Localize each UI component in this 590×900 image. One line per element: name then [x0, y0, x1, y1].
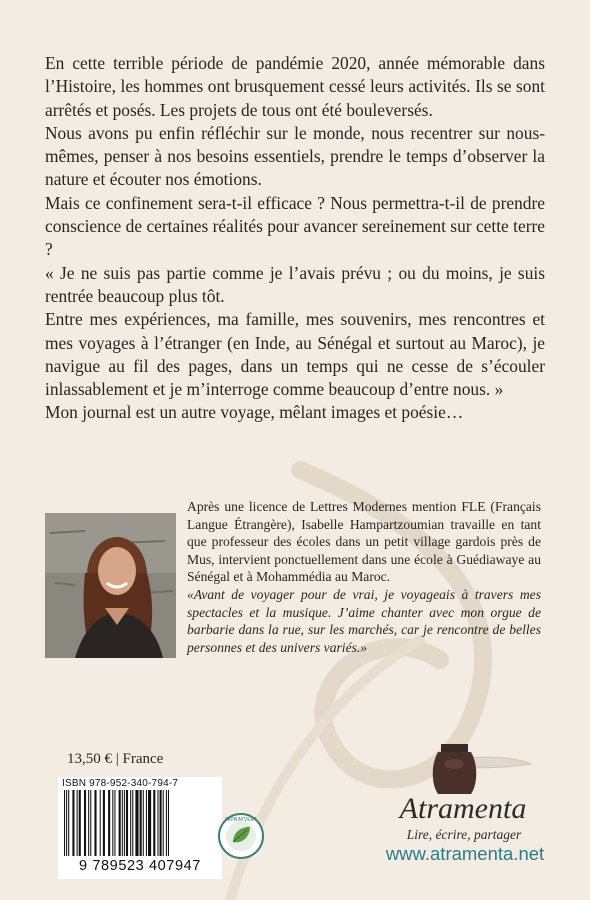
isbn-label: ISBN 978-952-340-794-7 — [62, 778, 179, 789]
barcode-bar — [68, 790, 69, 856]
barcode-bar — [163, 790, 164, 856]
author-bio-text: Après une licence de Lettres Modernes mention FLE (Français Langue Étrangère), Isabelle Hampartzoumian travaille en tant que professeur des écoles dans un petit village gardois près de Mus, intervient ponctuellement dans une école à Guédiawaye au Sénégal et à Mohammédia au Maroc. — [187, 499, 541, 585]
barcode-bar — [72, 790, 74, 856]
barcode-bar — [148, 790, 151, 856]
barcode-bar — [140, 790, 142, 856]
price-label: 13,50 € | France — [67, 751, 164, 767]
barcode-bar — [66, 790, 67, 856]
barcode-bars — [58, 790, 222, 858]
blurb-paragraph-4: « Je ne suis pas partie comme je l’avais prévu ; ou du moins, je suis rentrée beaucoup plus tôt. — [45, 262, 545, 306]
barcode-bar — [84, 790, 86, 856]
isbn-barcode — [58, 777, 222, 879]
barcode-bar — [79, 790, 81, 856]
barcode-bar — [77, 790, 78, 856]
barcode-bar — [146, 790, 147, 856]
barcode-bar — [160, 790, 162, 856]
barcode-bar — [168, 790, 169, 856]
isbn-digits: 9 789523 407947 — [79, 858, 201, 874]
barcode-bar — [132, 790, 133, 856]
imprim-vert-logo — [217, 812, 265, 860]
blurb-paragraph-2: Nous avons pu enfin réfléchir sur le monde, nous recentrer sur nous-mêmes, penser à nos besoins essentiels, prendre le temps d’observer la nature et écouter nos émotions. — [45, 122, 545, 190]
barcode-bar — [90, 790, 91, 856]
barcode-bar — [88, 790, 89, 856]
barcode-bar — [94, 790, 96, 856]
barcode-bar — [112, 790, 113, 856]
author-photo — [45, 513, 176, 658]
barcode-bar — [157, 790, 158, 856]
barcode-bar — [166, 790, 167, 856]
imprim-vert-text: IMPRIM'VERT — [224, 817, 258, 823]
barcode-bar — [64, 790, 65, 856]
barcode-bar — [153, 790, 155, 856]
barcode-bar — [126, 790, 128, 856]
barcode-bar — [143, 790, 144, 856]
barcode-bar — [130, 790, 131, 856]
publisher-name: Atramenta — [399, 792, 527, 825]
author-quote: «Avant de voyager pour de vrai, je voyageais à travers mes spectacles et la musique. J’aime chanter avec mon orgue de barbarie dans la rue, sur les marchés, car je rencontre de belles personnes et des univers variés.» — [187, 586, 541, 655]
barcode-bar — [124, 790, 125, 856]
author-bio — [187, 498, 541, 656]
blurb-paragraph-5: Entre mes expériences, ma famille, mes souvenirs, mes rencontres et mes voyages à l’étranger (en Inde, au Sénégal et surtout au Maroc), je navigue au fil des pages, dans un temps qui ne cesse de s’écouler inlassablement et je m’interroge comme beaucoup d’entre nous. » — [45, 309, 545, 400]
blurb-paragraph-6: Mon journal est un autre voyage, mêlant images et poésie… — [45, 402, 464, 423]
blurb-paragraph-3: Mais ce confinement sera-t-il efficace ? Nous permettra-t-il de prendre conscience de certaines réalités pour avancer sereinement sur cette terre ? — [45, 192, 545, 260]
barcode-bar — [135, 790, 138, 856]
barcode-bar — [119, 790, 121, 856]
barcode-bar — [114, 790, 115, 856]
back-cover-blurb — [45, 52, 545, 425]
barcode-bar — [100, 790, 101, 856]
barcode-bar — [103, 790, 105, 856]
publisher-website-link[interactable]: www.atramenta.net — [385, 843, 545, 864]
blurb-paragraph-1: En cette terrible période de pandémie 2020, année mémorable dans l’Histoire, les hommes ont brusquement cessé leurs activités. Ils se sont arrêtés et posés. Les projets de tous ont été bouleversés. — [45, 53, 545, 120]
barcode-bar — [108, 790, 110, 856]
publisher-tagline: Lire, écrire, partager — [406, 827, 522, 842]
barcode-bar — [122, 790, 123, 856]
